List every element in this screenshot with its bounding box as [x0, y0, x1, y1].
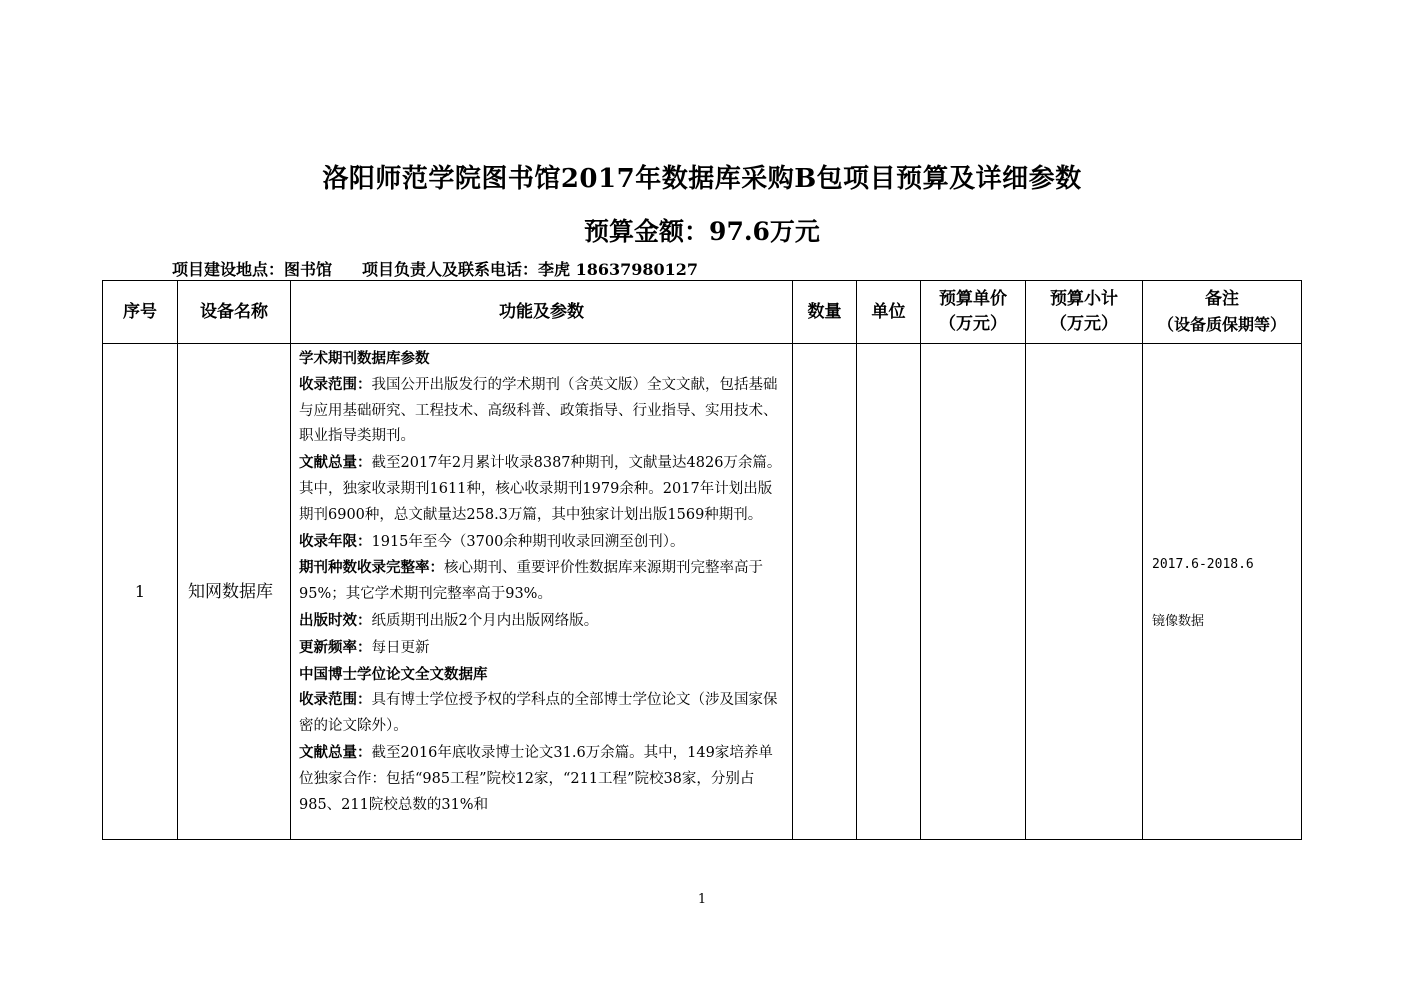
row-quantity: [793, 344, 857, 840]
param-text: 每日更新: [371, 639, 430, 656]
table-row: [103, 344, 1302, 840]
param-label: 文献总量：: [299, 743, 372, 761]
header-unit-price-line2: （万元）: [939, 314, 1007, 334]
project-contact: 项目负责人及联系电话：李虎 18637980127: [362, 260, 699, 279]
param-item: [299, 529, 786, 556]
param-item: [299, 635, 786, 662]
project-location: 项目建设地点：图书馆: [172, 260, 333, 279]
param-label: 出版时效：: [299, 611, 372, 629]
remark-data-type: 镜像数据: [1152, 614, 1205, 629]
param-item: [299, 608, 786, 635]
page-title: 洛阳师范学院图书馆2017年数据库采购B包项目预算及详细参数: [322, 164, 1082, 194]
header-unit-price-line1: 预算单价: [939, 289, 1007, 309]
param-text: 1915年至今（3700余种期刊收录回溯至创刊）。: [371, 533, 685, 550]
header-quantity: 数量: [793, 281, 857, 344]
param-item: [299, 740, 786, 818]
remark-warranty-period: 2017.6-2018.6: [1152, 557, 1254, 572]
param-text: 截至2016年底收录博士论文31.6万余篇。其中，149家培养单位独家合作：包括“985工程”院校12家，“211工程”院校38家，分别占985、211院校总数的31%和: [299, 744, 773, 813]
budget-table: [102, 280, 1302, 840]
header-unit-price: [921, 281, 1026, 344]
row-unit: [857, 344, 921, 840]
param-label: 收录范围：: [299, 375, 372, 393]
param-text: 核心期刊、重要评价性数据库来源期刊完整率高于95%；其它学术期刊完整率高于93%。: [299, 560, 763, 603]
project-info: [172, 257, 698, 280]
header-function: 功能及参数: [291, 281, 793, 344]
header-remark: [1143, 281, 1302, 344]
row-subtotal: [1026, 344, 1143, 840]
header-remark-line1: 备注: [1205, 289, 1239, 309]
budget-amount: 预算金额：97.6万元: [584, 217, 820, 246]
row-unit-price: [921, 344, 1026, 840]
param-item: [299, 450, 786, 528]
table-header-row: [103, 281, 1302, 344]
row-seq: 1: [103, 344, 178, 840]
row-function-params: [291, 344, 793, 840]
param-label: 收录年限：: [299, 532, 372, 550]
param-label: 收录范围：: [299, 691, 372, 709]
param-label: 期刊种数收录完整率：: [299, 559, 444, 577]
param-text: 具有博士学位授予权的学科点的全部博士学位论文（涉及国家保密的论文除外）。: [299, 692, 778, 735]
param-item: [299, 687, 786, 740]
param-text: 纸质期刊出版2个月内出版网络版。: [371, 612, 599, 629]
section-title: 学术期刊数据库参数: [299, 350, 430, 367]
header-subtotal-line2: （万元）: [1050, 314, 1118, 334]
row-equipment-name: 知网数据库: [178, 344, 291, 840]
header-remark-line2: （设备质保期等）: [1157, 315, 1286, 334]
header-seq: 序号: [103, 281, 178, 344]
param-text: 截至2017年2月累计收录8387种期刊，文献量达4826万余篇。其中，独家收录期刊1611种，核心收录期刊1979余种。2017年计划出版期刊6900种，总文献量达258.3万篇，其中独家计划出版1569种期刊。: [299, 455, 782, 523]
param-item: [299, 555, 786, 608]
param-label: 文献总量：: [299, 454, 372, 472]
header-subtotal-line1: 预算小计: [1050, 289, 1118, 309]
param-item: [299, 372, 786, 450]
param-text: 我国公开出版发行的学术期刊（含英文版）全文文献，包括基础与应用基础研究、工程技术、高级科普、政策指导、行业指导、实用技术、职业指导类期刊。: [299, 376, 778, 445]
section-title: 中国博士学位论文全文数据库: [299, 665, 488, 683]
param-label: 更新频率：: [299, 638, 372, 656]
header-name: 设备名称: [178, 281, 291, 344]
page-number: 1: [697, 892, 707, 907]
row-remark: [1143, 344, 1302, 840]
header-subtotal: [1026, 281, 1143, 344]
header-unit: 单位: [857, 281, 921, 344]
